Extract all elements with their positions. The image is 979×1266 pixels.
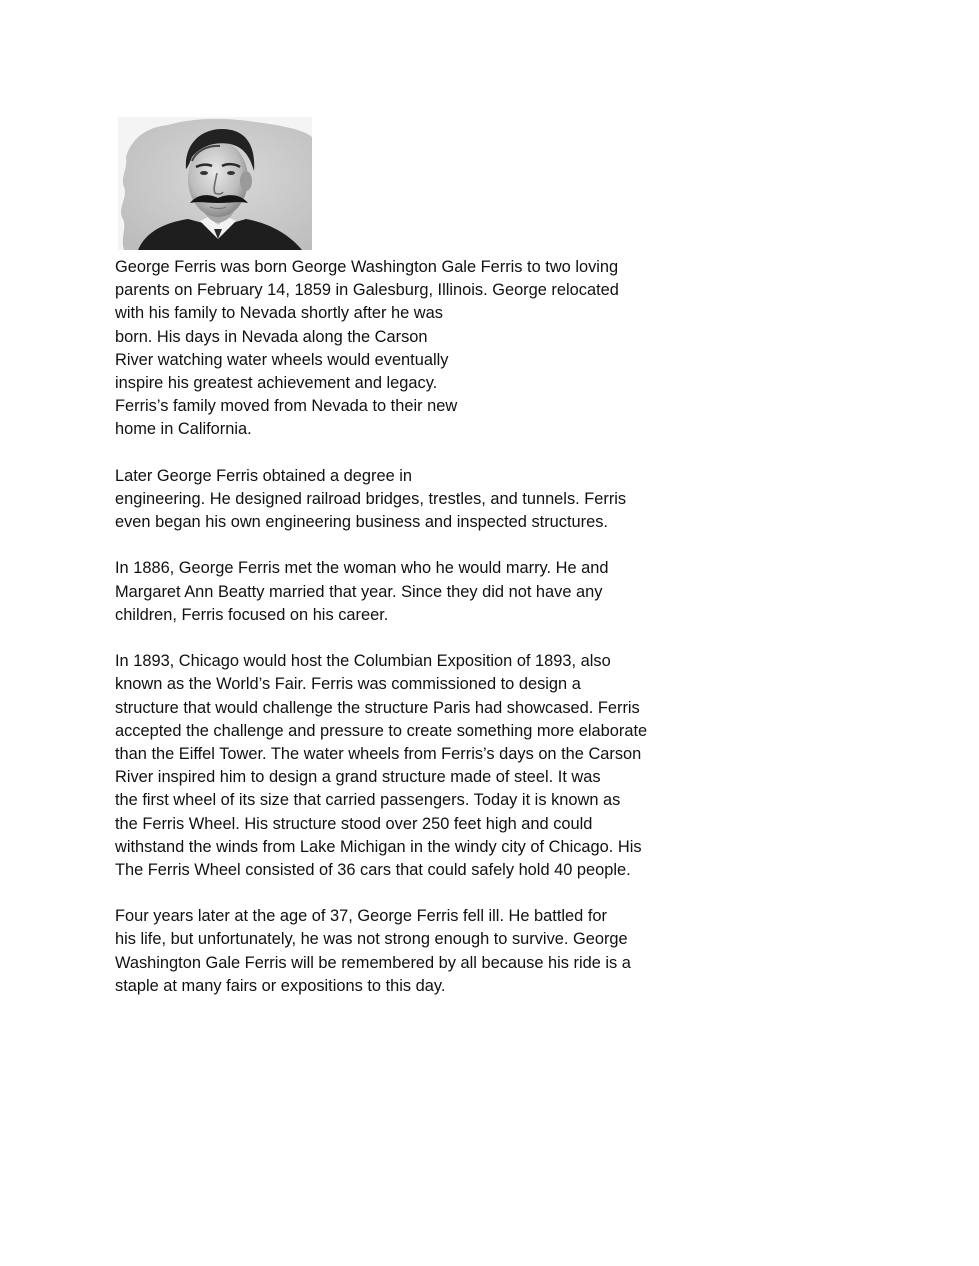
paragraph-gap xyxy=(115,442,715,465)
paragraph-birth xyxy=(115,256,715,442)
text-line: engineering. He designed railroad bridges, trestles, and tunnels. Ferris xyxy=(115,489,627,508)
text-line: structure that would challenge the structure Paris had showcased. Ferris xyxy=(115,698,640,717)
text-line: In 1886, George Ferris met the woman who he would marry. He and xyxy=(115,559,609,578)
portrait-image xyxy=(118,117,312,250)
paragraph-exposition xyxy=(115,650,715,882)
paragraph-death xyxy=(115,905,715,998)
george-ferris-portrait xyxy=(118,117,312,250)
text-line: Washington Gale Ferris will be remembered by all because his ride is a xyxy=(115,953,631,972)
paragraph-gap xyxy=(115,627,715,650)
text-line: staple at many fairs or expositions to this day. xyxy=(115,976,446,995)
text-line: River inspired him to design a grand structure made of steel. It was xyxy=(115,768,601,787)
paragraph-gap xyxy=(115,534,715,557)
text-line: the first wheel of its size that carried passengers. Today it is known as xyxy=(115,791,621,810)
text-line: his life, but unfortunately, he was not strong enough to survive. George xyxy=(115,930,628,949)
text-line: accepted the challenge and pressure to create something more elaborate xyxy=(115,721,648,740)
text-line: children, Ferris focused on his career. xyxy=(115,605,389,624)
text-line: Later George Ferris obtained a degree in xyxy=(115,466,413,485)
text-line: Margaret Ann Beatty married that year. Since they did not have any xyxy=(115,582,603,601)
text-line: In 1893, Chicago would host the Columbian Exposition of 1893, also xyxy=(115,652,611,671)
paragraph-marriage xyxy=(115,557,715,627)
text-line: than the Eiffel Tower. The water wheels from Ferris’s days on the Carson xyxy=(115,744,642,763)
text-line: even began his own engineering business and inspected structures. xyxy=(115,513,608,532)
biography-text xyxy=(115,256,715,998)
text-line: parents on February 14, 1859 in Galesburg, Illinois. George relocated xyxy=(115,281,619,300)
text-line: Ferris’s family moved from Nevada to their new xyxy=(115,397,458,416)
paragraph-education xyxy=(115,465,715,535)
text-line: George Ferris was born George Washington Gale Ferris to two loving xyxy=(115,258,619,276)
text-line: withstand the winds from Lake Michigan in the windy city of Chicago. His xyxy=(115,837,642,856)
text-line: inspire his greatest achievement and legacy. xyxy=(115,373,438,392)
text-line: Four years later at the age of 37, George Ferris fell ill. He battled for xyxy=(115,907,607,926)
text-line: River watching water wheels would eventually xyxy=(115,350,449,369)
text-line: born. His days in Nevada along the Carson xyxy=(115,327,428,346)
text-line: with his family to Nevada shortly after he was xyxy=(115,304,443,323)
text-line: The Ferris Wheel consisted of 36 cars that could safely hold 40 people. xyxy=(115,860,631,879)
paragraph-gap xyxy=(115,882,715,905)
text-line: known as the World’s Fair. Ferris was commissioned to design a xyxy=(115,675,581,694)
text-line: the Ferris Wheel. His structure stood over 250 feet high and could xyxy=(115,814,593,833)
text-line: home in California. xyxy=(115,420,252,439)
